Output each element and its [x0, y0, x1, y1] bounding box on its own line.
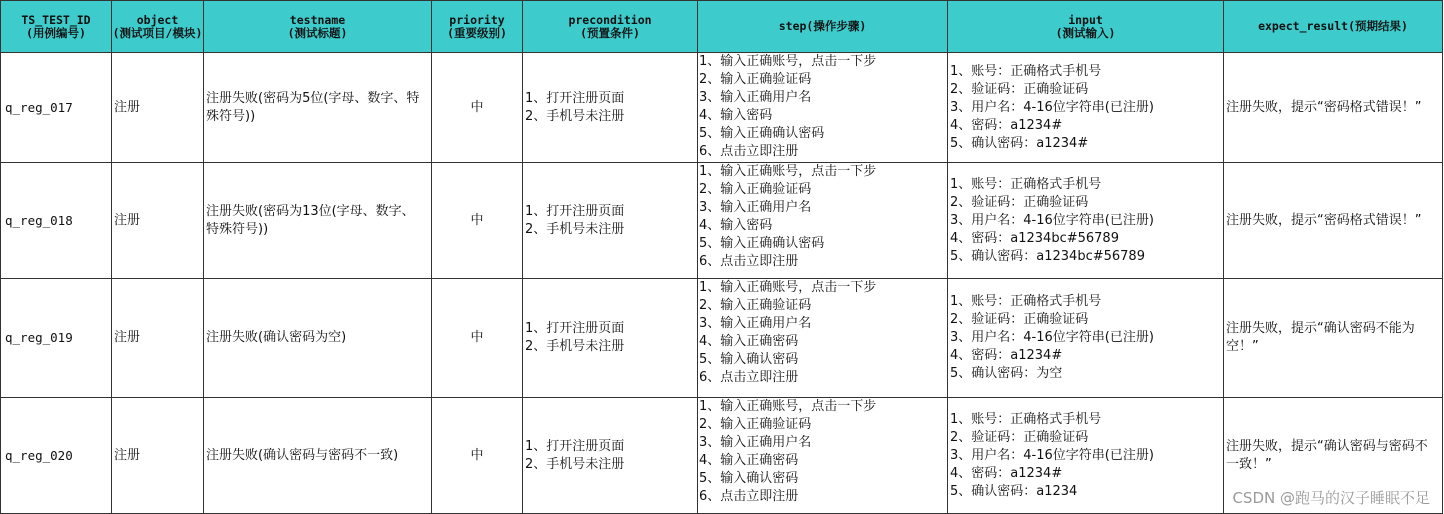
header-step[interactable]: step(操作步骤) — [698, 1, 948, 53]
cell-expect-result[interactable]: 注册失败，提示“密码格式错误！” — [1224, 53, 1443, 163]
cell-test-id[interactable]: q_reg_018 — [1, 163, 112, 279]
step-line: 2、输入正确验证码 — [699, 417, 812, 432]
cell-expect-result[interactable]: 注册失败，提示“确认密码与密码不一致！” — [1224, 398, 1443, 514]
precondition-line: 2、手机号未注册 — [525, 456, 625, 472]
cell-testname[interactable]: 注册失败(确认密码为空) — [204, 279, 432, 398]
cell-precondition[interactable] — [523, 279, 698, 398]
cell-testname[interactable]: 注册失败(密码为5位(字母、数字、特殊符号)) — [204, 53, 432, 163]
cell-precondition[interactable] — [523, 163, 698, 279]
step-line: 1、输入正确账号，点击一下步 — [699, 164, 877, 179]
cell-precondition[interactable] — [523, 398, 698, 514]
step-line: 1、输入正确账号，点击一下步 — [699, 54, 877, 69]
input-line: 5、确认密码：a1234 — [950, 483, 1078, 499]
cell-steps[interactable] — [698, 163, 948, 279]
cell-priority[interactable]: 中 — [432, 53, 523, 163]
step-line: 4、输入密码 — [699, 108, 773, 123]
input-line: 5、确认密码：a1234# — [950, 135, 1089, 151]
header-ts-test-id[interactable]: TS_TEST_ID (用例编号) — [1, 1, 112, 53]
header-object[interactable]: object (测试项目/模块) — [112, 1, 204, 53]
input-line: 5、确认密码：a1234bc#56789 — [950, 248, 1145, 264]
step-line: 3、输入正确用户名 — [699, 435, 812, 450]
step-line: 6、点击立即注册 — [699, 489, 799, 504]
cell-priority[interactable]: 中 — [432, 279, 523, 398]
cell-expect-result[interactable]: 注册失败，提示“密码格式错误！” — [1224, 163, 1443, 279]
input-line: 2、验证码：正确验证码 — [950, 194, 1089, 210]
step-line: 6、点击立即注册 — [699, 254, 799, 269]
input-line: 3、用户名：4-16位字符串(已注册) — [950, 99, 1154, 115]
input-line: 1、账号：正确格式手机号 — [950, 294, 1102, 309]
cell-steps[interactable] — [698, 53, 948, 163]
input-line: 4、密码：a1234# — [950, 465, 1063, 481]
header-input[interactable]: input (测试输入) — [948, 1, 1224, 53]
input-line: 4、密码：a1234bc#56789 — [950, 230, 1119, 246]
input-line: 3、用户名：4-16位字符串(已注册) — [950, 447, 1154, 463]
input-line: 3、用户名：4-16位字符串(已注册) — [950, 212, 1154, 228]
step-line: 4、输入正确密码 — [699, 334, 799, 349]
cell-object[interactable]: 注册 — [112, 163, 204, 279]
step-line: 1、输入正确账号，点击一下步 — [699, 280, 877, 295]
header-precondition[interactable]: precondition (预置条件) — [523, 1, 698, 53]
input-line: 3、用户名：4-16位字符串(已注册) — [950, 330, 1154, 345]
cell-input[interactable] — [948, 163, 1224, 279]
input-line: 4、密码：a1234# — [950, 117, 1063, 133]
cell-expect-result[interactable]: 注册失败，提示“确认密码不能为空！” — [1224, 279, 1443, 398]
header-priority[interactable]: priority (重要级别) — [432, 1, 523, 53]
header-expect-result[interactable]: expect_result(预期结果) — [1224, 1, 1443, 53]
step-line: 5、输入正确确认密码 — [699, 236, 825, 251]
cell-test-id[interactable]: q_reg_019 — [1, 279, 112, 398]
header-testname[interactable]: testname (测试标题) — [204, 1, 432, 53]
step-line: 1、输入正确账号，点击一下步 — [699, 399, 877, 414]
input-line: 1、账号：正确格式手机号 — [950, 176, 1102, 192]
table-row — [1, 163, 1443, 279]
cell-input[interactable] — [948, 279, 1224, 398]
precondition-line: 1、打开注册页面 — [525, 438, 625, 454]
cell-steps[interactable] — [698, 279, 948, 398]
step-line: 3、输入正确用户名 — [699, 200, 812, 215]
cell-input[interactable] — [948, 398, 1224, 514]
cell-object[interactable]: 注册 — [112, 279, 204, 398]
input-line: 2、验证码：正确验证码 — [950, 429, 1089, 445]
precondition-line: 2、手机号未注册 — [525, 339, 625, 354]
step-line: 2、输入正确验证码 — [699, 182, 812, 197]
step-line: 5、输入确认密码 — [699, 471, 799, 486]
input-line: 2、验证码：正确验证码 — [950, 312, 1089, 327]
cell-input[interactable] — [948, 53, 1224, 163]
step-line: 2、输入正确验证码 — [699, 298, 812, 313]
cell-testname[interactable]: 注册失败(确认密码与密码不一致) — [204, 398, 432, 514]
table-row — [1, 398, 1443, 514]
table-row — [1, 53, 1443, 163]
precondition-line: 2、手机号未注册 — [525, 221, 625, 237]
cell-steps[interactable] — [698, 398, 948, 514]
step-line: 5、输入正确确认密码 — [699, 126, 825, 141]
precondition-line: 2、手机号未注册 — [525, 108, 625, 124]
step-line: 6、点击立即注册 — [699, 370, 799, 385]
input-line: 4、密码：a1234# — [950, 348, 1063, 363]
step-line: 4、输入密码 — [699, 218, 773, 233]
cell-test-id[interactable]: q_reg_017 — [1, 53, 112, 163]
cell-testname[interactable]: 注册失败(密码为13位(字母、数字、特殊符号)) — [204, 163, 432, 279]
input-line: 1、账号：正确格式手机号 — [950, 411, 1102, 427]
cell-precondition[interactable] — [523, 53, 698, 163]
header-row — [1, 1, 1443, 53]
step-line: 3、输入正确用户名 — [699, 316, 812, 331]
cell-priority[interactable]: 中 — [432, 398, 523, 514]
step-line: 3、输入正确用户名 — [699, 90, 812, 105]
cell-object[interactable]: 注册 — [112, 53, 204, 163]
watermark: CSDN @跑马的汉子睡眠不足 — [1232, 489, 1430, 507]
step-line: 5、输入确认密码 — [699, 352, 799, 367]
precondition-line: 1、打开注册页面 — [525, 203, 625, 219]
table-row — [1, 279, 1443, 398]
step-line: 4、输入正确密码 — [699, 453, 799, 468]
input-line: 1、账号：正确格式手机号 — [950, 63, 1102, 79]
input-line: 2、验证码：正确验证码 — [950, 81, 1089, 97]
cell-test-id[interactable]: q_reg_020 — [1, 398, 112, 514]
precondition-line: 1、打开注册页面 — [525, 321, 625, 336]
input-line: 5、确认密码：为空 — [950, 366, 1063, 381]
step-line: 6、点击立即注册 — [699, 144, 799, 159]
cell-object[interactable]: 注册 — [112, 398, 204, 514]
cell-priority[interactable]: 中 — [432, 163, 523, 279]
step-line: 2、输入正确验证码 — [699, 72, 812, 87]
precondition-line: 1、打开注册页面 — [525, 90, 625, 106]
